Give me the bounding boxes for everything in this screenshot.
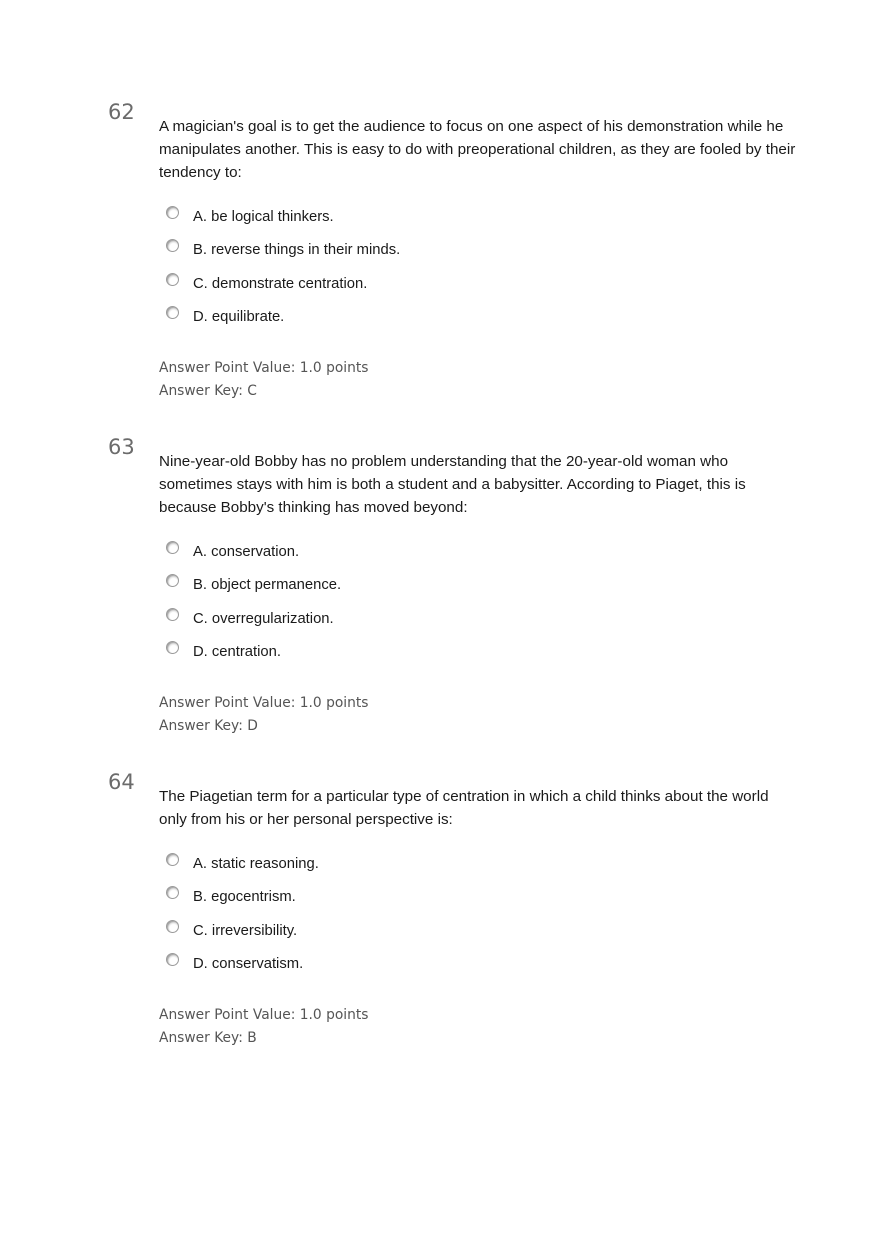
point-value: Answer Point Value: 1.0 points xyxy=(159,695,369,711)
answer-key: Answer Key: C xyxy=(159,383,257,399)
option-label: B. egocentrism. xyxy=(193,889,296,906)
option-label: D. conservatism. xyxy=(193,956,304,973)
radio-button-icon[interactable] xyxy=(166,641,179,654)
question-number: 62 xyxy=(108,100,135,124)
answer-key: Answer Key: B xyxy=(159,1030,257,1046)
option-label: C. irreversibility. xyxy=(193,922,298,939)
option-label: D. centration. xyxy=(193,644,282,661)
option-label: B. reverse things in their minds. xyxy=(193,242,401,259)
option-label: A. static reasoning. xyxy=(193,856,319,872)
answer-meta xyxy=(159,692,368,738)
radio-button-icon[interactable] xyxy=(166,853,179,866)
answer-meta xyxy=(159,357,368,403)
radio-button-icon[interactable] xyxy=(166,608,179,621)
radio-button-icon[interactable] xyxy=(166,886,179,899)
answer-meta xyxy=(159,1004,368,1050)
radio-button-icon[interactable] xyxy=(166,239,179,252)
radio-button-icon[interactable] xyxy=(166,574,179,587)
radio-button-icon[interactable] xyxy=(166,953,179,966)
radio-button-icon[interactable] xyxy=(166,541,179,554)
answer-key: Answer Key: D xyxy=(159,718,258,734)
option-label: B. object permanence. xyxy=(193,577,342,594)
radio-button-icon[interactable] xyxy=(166,306,179,319)
question-text: A magician's goal is to get the audience to focus on one aspect of his demonstration while he manipulates another. This is easy to do with preoperational children, as they are fooled by their tendency to: xyxy=(159,118,796,181)
option-label: C. overregularization. xyxy=(193,610,334,627)
question-number: 64 xyxy=(108,770,135,794)
question-text: Nine-year-old Bobby has no problem understanding that the 20-year-old woman who sometimes stays with him is both a student and a babysitter. According to Piaget, this is because Bobby's thinking has moved beyond: xyxy=(159,453,746,516)
radio-button-icon[interactable] xyxy=(166,206,179,219)
option-label: A. conservation. xyxy=(193,544,300,560)
question-text: The Piagetian term for a particular type of centration in which a child thinks about the world only from his or her personal perspective is: xyxy=(159,788,769,828)
option-label: A. be logical thinkers. xyxy=(193,209,334,225)
option-label: C. demonstrate centration. xyxy=(193,275,368,292)
option-label: D. equilibrate. xyxy=(193,309,285,326)
radio-button-icon[interactable] xyxy=(166,273,179,286)
point-value: Answer Point Value: 1.0 points xyxy=(159,360,369,376)
point-value: Answer Point Value: 1.0 points xyxy=(159,1007,369,1023)
question-number: 63 xyxy=(108,435,135,459)
radio-button-icon[interactable] xyxy=(166,920,179,933)
